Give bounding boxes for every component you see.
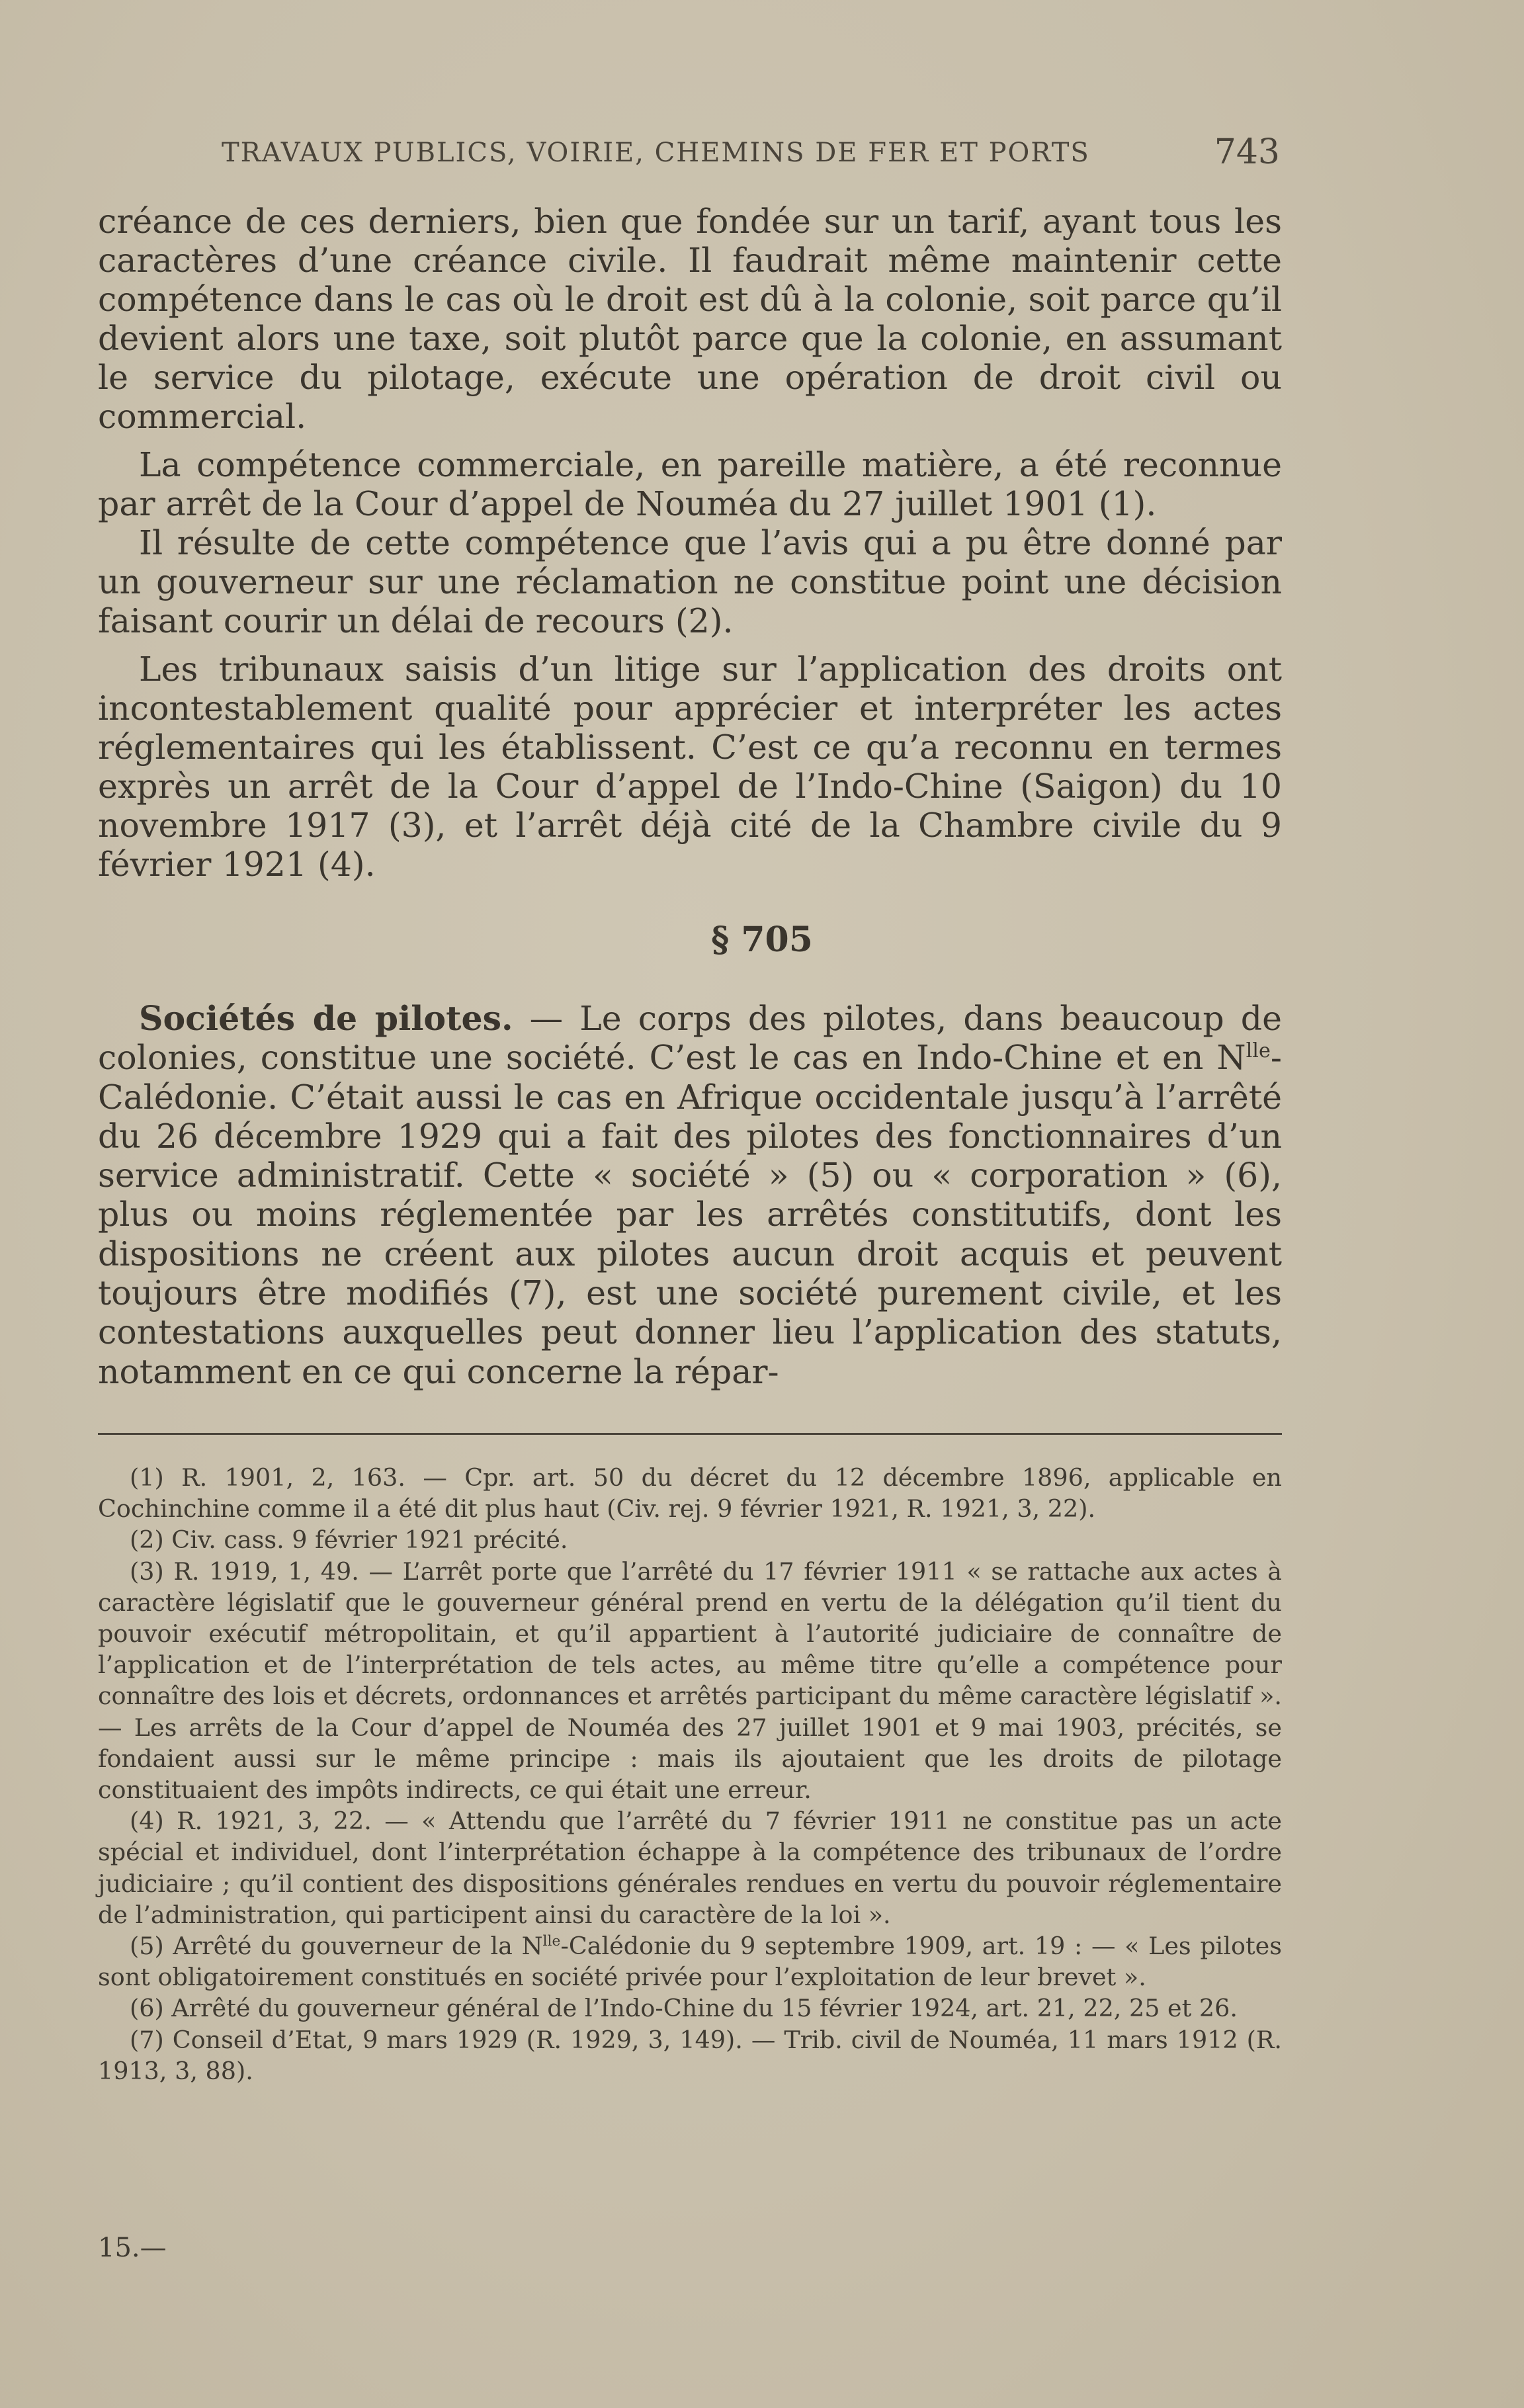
- footnote: (3) R. 1919, 1, 49. — L’arrêt porte que l’arrêté du 17 février 1911 « se rattache aux actes à caractère législatif que le gouverneur général prend en vertu de la délégation qu’il tient du pouvoir exécutif métropolitain, et qu’il appartient à l’autorité judiciaire de connaître de l’application et de l’interprétation de tels actes, au même titre qu’elle a compétence pour connaître des lois et décrets, ordonnances et arrêtés participant du même caractère législatif ». — Les arrêts de la Cour d’appel de Nouméa des 27 juillet 1901 et 9 mai 1903, précités, se fondaient aussi sur le même principe : mais ils ajoutaient que les droits de pilotage constituaient des impôts indirects, ce qui était une erreur.: [98, 1557, 1282, 1805]
- section-text: [98, 999, 1282, 1391]
- footnote-divider: [98, 1433, 1282, 1435]
- footnote: (2) Civ. cass. 9 février 1921 précité.: [130, 1526, 568, 1555]
- running-header: [222, 132, 1280, 179]
- footnotes: [98, 1462, 1282, 2086]
- paragraph: Il résulte de cette compétence que l’avis qui a pu être donné par un gouverneur sur une réclamation ne constitue point une décision faisant courir un délai de recours (2).: [98, 523, 1282, 640]
- footnote: [98, 1930, 1282, 1993]
- footnote: (6) Arrêté du gouverneur général de l’Indo-Chine du 15 février 1924, art. 21, 22, 25 et 26.: [130, 1994, 1238, 2023]
- footnote-part: -Calédonie du 9 septembre 1909, art. 19 : — « Les pilotes sont obligatoirement constitués en société privée pour l’exploitation de leur brevet ».: [98, 1932, 1282, 1992]
- superscript: lle: [542, 1932, 561, 1950]
- paragraph: [98, 999, 1282, 1391]
- footnote: (7) Conseil d’Etat, 9 mars 1929 (R. 1929, 3, 149). — Trib. civil de Nouméa, 11 mars 1912 (R. 1913, 3, 88).: [98, 2025, 1282, 2085]
- footnote: (4) R. 1921, 3, 22. — « Attendu que l’arrêté du 7 février 1911 ne constitue pas un acte spécial et individuel, dont l’interprétation échappe à la compétence des tribunaux de l’ordre judiciaire ; qu’il contient des dispositions générales rendues en vertu du pouvoir réglementaire de l’administration, qui participent ainsi du caractère de la loi ».: [98, 1807, 1282, 1929]
- page-number: 743: [1214, 132, 1280, 172]
- footnote: (1) R. 1901, 2, 163. — Cpr. art. 50 du décret du 12 décembre 1896, applicable en Cochinchine comme il a été dit plus haut (Civ. rej. 9 février 1921, R. 1921, 3, 22).: [98, 1463, 1282, 1524]
- section-text-part: — Le corps des pilotes, dans beaucoup de colonies, constitue une société. C’est le cas en Indo-Chine et en N: [98, 999, 1282, 1078]
- main-text: [98, 202, 1282, 884]
- running-title: TRAVAUX PUBLICS, VOIRIE, CHEMINS DE FER ET PORTS: [222, 138, 1090, 168]
- section-number: § 705: [711, 920, 813, 960]
- superscript: lle: [1246, 1039, 1271, 1063]
- signature-mark: 15.—: [98, 2233, 167, 2263]
- section-heading: Sociétés de pilotes.: [139, 999, 513, 1038]
- footnote-part: (5) Arrêté du gouverneur de la N: [130, 1932, 543, 1961]
- paragraph: Les tribunaux saisis d’un litige sur l’application des droits ont incontestablement qualité pour apprécier et interpréter les actes réglementaires qui les établissent. C’est ce qu’a reconnu en termes exprès un arrêt de la Cour d’appel de l’Indo-Chine (Saigon) du 10 novembre 1917 (3), et l’arrêt déjà cité de la Chambre civile du 9 février 1921 (4).: [98, 650, 1282, 884]
- section-text-part: -Calédonie. C’était aussi le cas en Afrique occidentale jusqu’à l’arrêté du 26 décembre 1929 qui a fait des pilotes des fonctionnaires d’un service administratif. Cette « société » (5) ou « corporation » (6), plus ou moins réglementée par les arrêtés constitutifs, dont les dispositions ne créent aux pilotes aucun droit acquis et peuvent toujours être modifiés (7), est une société purement civile, et les contestations auxquelles peut donner lieu l’application des statuts, notamment en ce qui concerne la répar-: [98, 1038, 1282, 1391]
- paragraph: La compétence commerciale, en pareille matière, a été reconnue par arrêt de la Cour d’appel de Nouméa du 27 juillet 1901 (1).: [98, 445, 1282, 523]
- paragraph: créance de ces derniers, bien que fondée sur un tarif, ayant tous les caractères d’une créance civile. Il faudrait même maintenir cette compétence dans le cas où le droit est dû à la colonie, soit parce qu’il devient alors une taxe, soit plutôt parce que la colonie, en assumant le service du pilotage, exécute une opération de droit civil ou commercial.: [98, 202, 1282, 436]
